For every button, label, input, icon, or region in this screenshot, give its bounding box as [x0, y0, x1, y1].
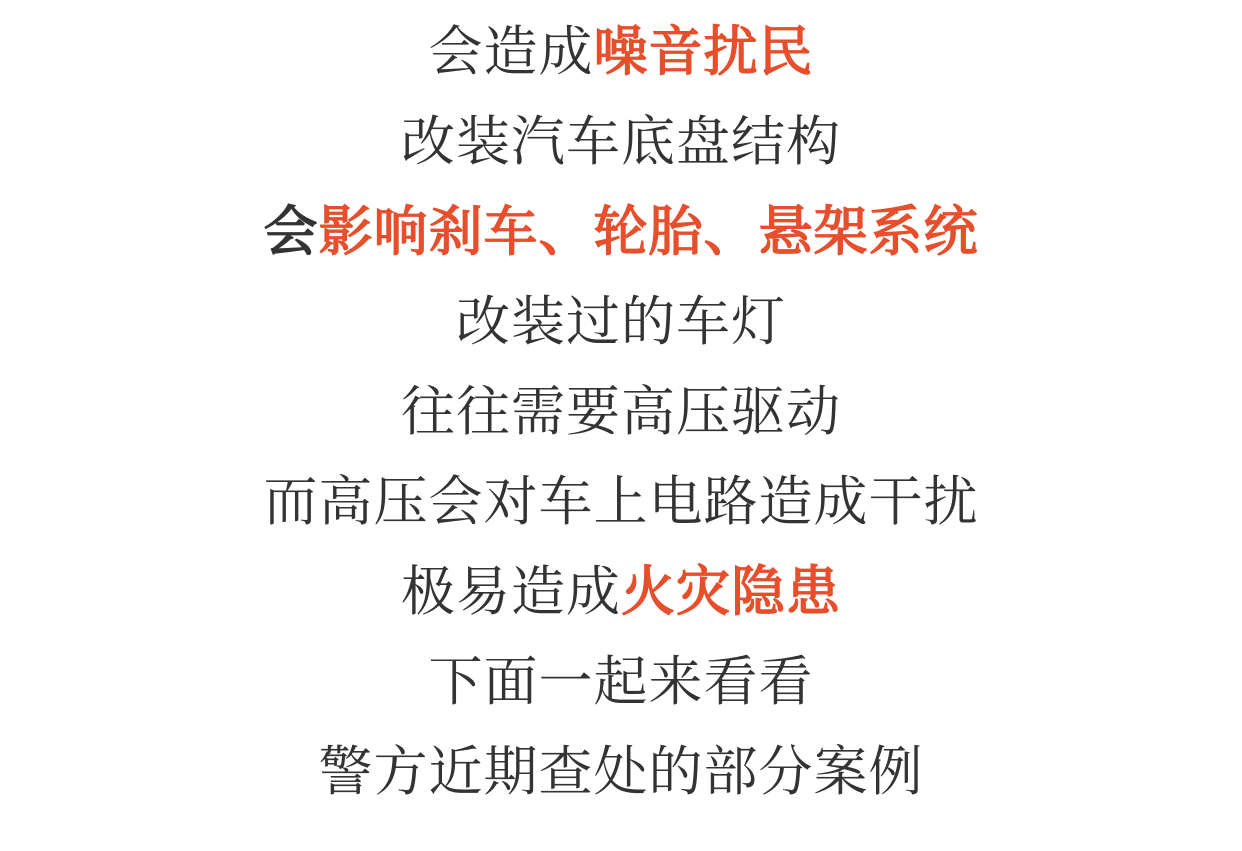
text-line: [0, 367, 1242, 457]
text-line: [0, 547, 1242, 637]
body-text: 而高压会对车上电路造成干扰: [263, 472, 979, 532]
body-text: 改装汽车底盘结构: [401, 112, 841, 172]
body-text: 往往需要高压驱动: [401, 382, 841, 442]
highlighted-text: 影响刹车、轮胎、悬架系统: [318, 202, 979, 262]
highlighted-text: 噪音扰民: [593, 22, 814, 82]
text-line: [0, 637, 1242, 727]
body-text: 改装过的车灯: [456, 292, 786, 352]
text-line: [0, 187, 1242, 277]
body-text: 极易造成: [401, 562, 621, 622]
body-text: 下面一起来看看: [428, 652, 814, 712]
body-text: 会: [263, 202, 319, 262]
text-line: [0, 277, 1242, 367]
body-text: 会造成: [428, 22, 594, 82]
text-line: [0, 97, 1242, 187]
text-line: [0, 727, 1242, 817]
text-line: [0, 7, 1242, 97]
body-text: 警方近期查处的部分案例: [318, 742, 924, 802]
text-line: [0, 457, 1242, 547]
highlighted-text: 火灾隐患: [621, 562, 841, 622]
